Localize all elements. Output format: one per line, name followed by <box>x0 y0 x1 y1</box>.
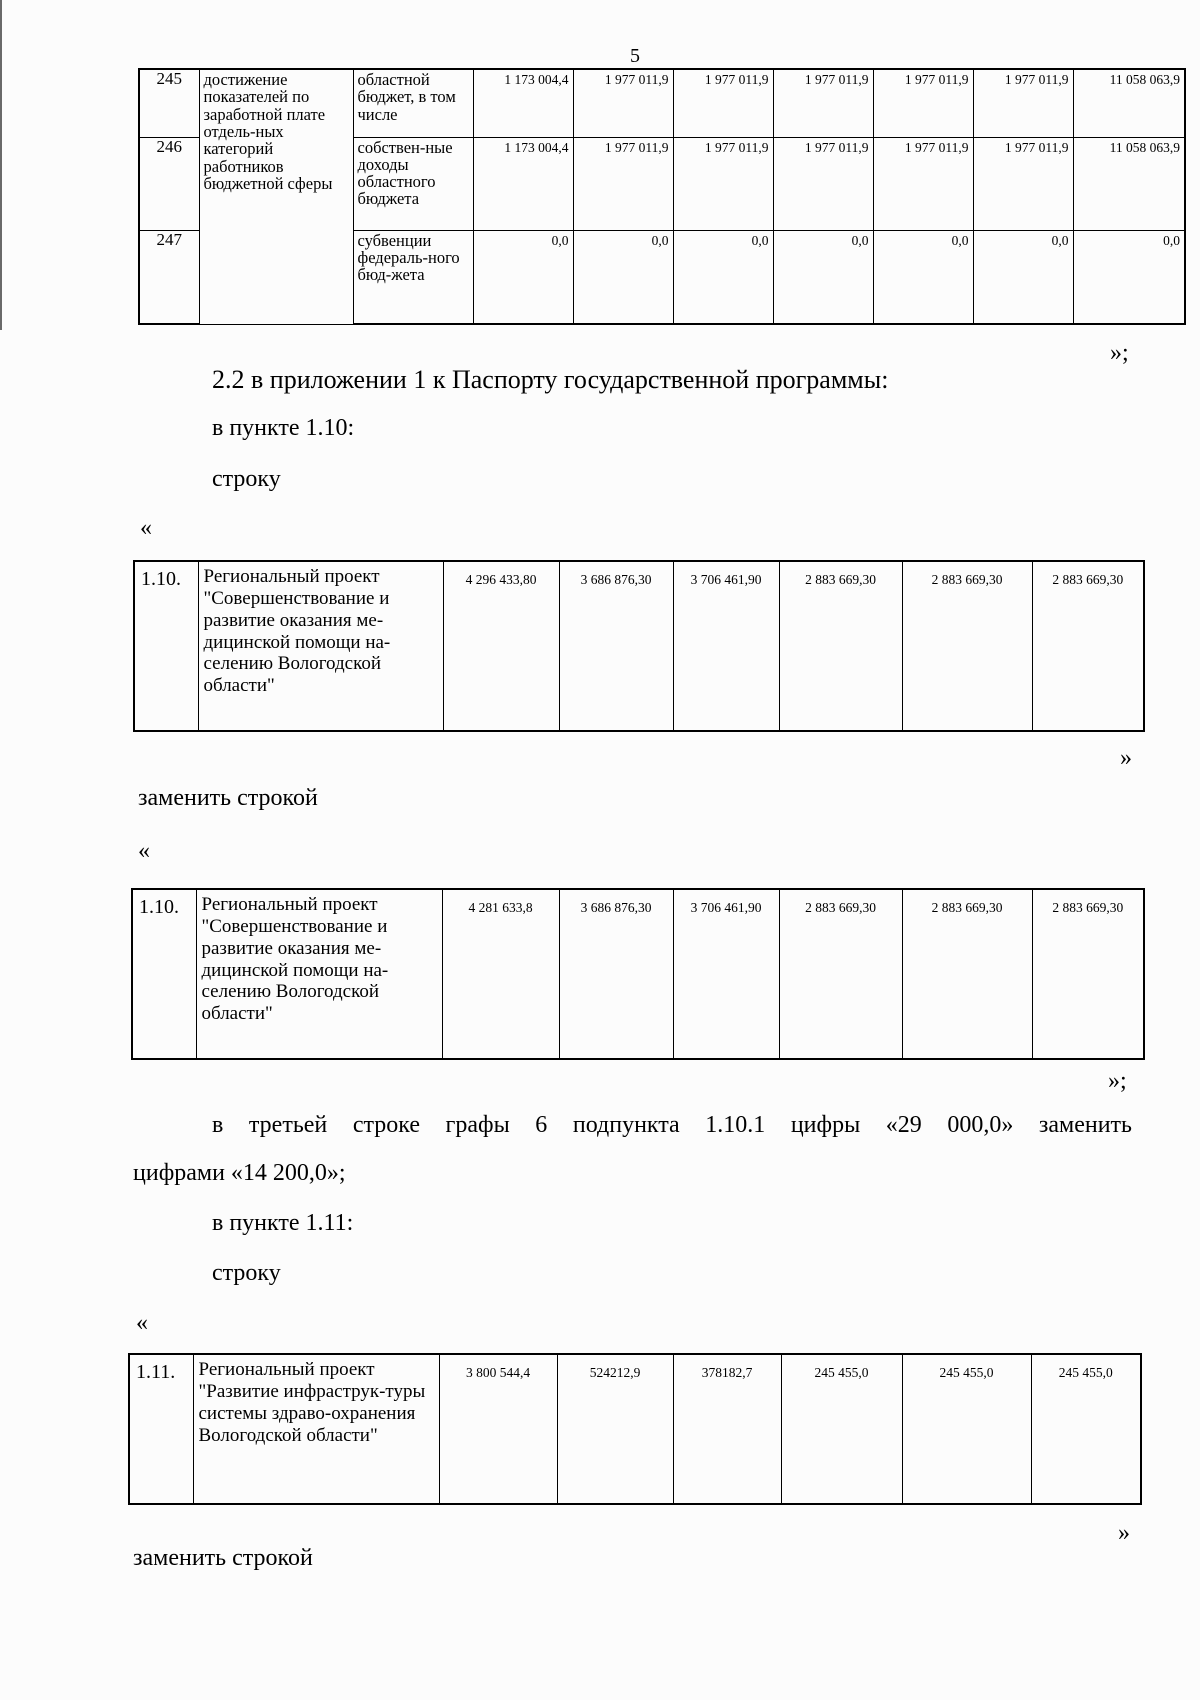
funding-source: субвенции федераль-ного бюд-жета <box>353 230 473 324</box>
value-cell: 0,0 <box>873 230 973 324</box>
value-cell: 3 800 544,4 <box>439 1354 557 1504</box>
value-cell: 245 455,0 <box>902 1354 1031 1504</box>
value-cell: 3 706 461,90 <box>673 561 779 731</box>
value-cell: 2 883 669,30 <box>779 561 902 731</box>
item-number: 1.10. <box>134 561 198 731</box>
paragraph-line-2: цифрами «14 200,0»; <box>133 1160 346 1186</box>
value-cell: 378182,7 <box>673 1354 781 1504</box>
close-quote: »; <box>1108 1068 1127 1094</box>
value-cell: 0,0 <box>1073 230 1185 324</box>
value-cell: 1 977 011,9 <box>773 69 873 137</box>
value-cell: 245 455,0 <box>781 1354 902 1504</box>
project-name: Региональный проект "Развитие инфраструк-туры системы здраво-охранения Вологодской области" <box>193 1354 439 1504</box>
close-quote: » <box>1118 1520 1130 1546</box>
value-cell: 3 686 876,30 <box>559 561 673 731</box>
value-cell: 1 173 004,4 <box>473 137 573 230</box>
open-quote: « <box>138 838 150 864</box>
item-number: 1.10. <box>132 889 196 1059</box>
replace-with-label: заменить строкой <box>133 1545 313 1571</box>
value-cell: 0,0 <box>573 230 673 324</box>
table-row <box>132 889 1144 1059</box>
value-cell: 1 977 011,9 <box>973 69 1073 137</box>
value-cell: 0,0 <box>973 230 1073 324</box>
value-cell: 1 977 011,9 <box>873 137 973 230</box>
value-cell: 1 977 011,9 <box>873 69 973 137</box>
page-number: 5 <box>630 45 640 67</box>
value-cell: 1 977 011,9 <box>773 137 873 230</box>
value-cell: 3 686 876,30 <box>559 889 673 1059</box>
value-cell: 1 977 011,9 <box>673 69 773 137</box>
table-1-11-old <box>128 1353 1142 1505</box>
value-cell: 3 706 461,90 <box>673 889 779 1059</box>
open-quote: « <box>136 1310 148 1336</box>
value-cell: 11 058 063,9 <box>1073 137 1185 230</box>
table-row <box>139 69 1185 137</box>
row-word: строку <box>212 466 281 492</box>
project-name: Региональный проект "Совершенствование и развитие оказания ме-дицинской помощи на-селению Вологодской области" <box>198 561 443 731</box>
value-cell: 245 455,0 <box>1031 1354 1141 1504</box>
table-1-10-new <box>131 888 1145 1060</box>
value-cell: 4 281 633,8 <box>442 889 559 1059</box>
table-1-10-old <box>133 560 1145 732</box>
table-row <box>129 1354 1141 1504</box>
funding-source: областной бюджет, в том числе <box>353 69 473 137</box>
row-number: 246 <box>139 137 199 230</box>
value-cell: 1 977 011,9 <box>573 137 673 230</box>
value-cell: 0,0 <box>473 230 573 324</box>
close-quote: » <box>1120 745 1132 771</box>
table-indicators-salary <box>138 68 1186 325</box>
row-number: 245 <box>139 69 199 137</box>
value-cell: 2 883 669,30 <box>1032 889 1144 1059</box>
binding-edge-line <box>0 0 2 330</box>
value-cell: 0,0 <box>673 230 773 324</box>
value-cell: 1 977 011,9 <box>973 137 1073 230</box>
paragraph-line-1: в третьей строке графы 6 подпункта 1.10.1 цифры «29 000,0» заменить <box>212 1112 1132 1138</box>
value-cell: 4 296 433,80 <box>443 561 559 731</box>
row-number: 247 <box>139 230 199 324</box>
indicator-label: достижение показателей по заработной плате отдель-ных категорий работников бюджетной сферы <box>199 69 353 324</box>
funding-source: собствен-ные доходы областного бюджета <box>353 137 473 230</box>
value-cell: 1 977 011,9 <box>673 137 773 230</box>
value-cell: 524212,9 <box>557 1354 673 1504</box>
open-quote: « <box>140 515 152 541</box>
value-cell: 0,0 <box>773 230 873 324</box>
close-quote: »; <box>1110 340 1129 366</box>
value-cell: 1 173 004,4 <box>473 69 573 137</box>
replace-with-label: заменить строкой <box>138 785 318 811</box>
item-number: 1.11. <box>129 1354 193 1504</box>
value-cell: 2 883 669,30 <box>779 889 902 1059</box>
value-cell: 2 883 669,30 <box>1032 561 1144 731</box>
heading-2-2: 2.2 в приложении 1 к Паспорту государственной программы: <box>212 365 889 394</box>
point-1-11-label: в пункте 1.11: <box>212 1210 354 1236</box>
value-cell: 11 058 063,9 <box>1073 69 1185 137</box>
value-cell: 2 883 669,30 <box>902 561 1032 731</box>
table-row <box>134 561 1144 731</box>
row-word: строку <box>212 1260 281 1286</box>
project-name: Региональный проект "Совершенствование и развитие оказания ме-дицинской помощи на-селению Вологодской области" <box>196 889 442 1059</box>
value-cell: 1 977 011,9 <box>573 69 673 137</box>
point-1-10-label: в пункте 1.10: <box>212 415 355 441</box>
value-cell: 2 883 669,30 <box>902 889 1032 1059</box>
